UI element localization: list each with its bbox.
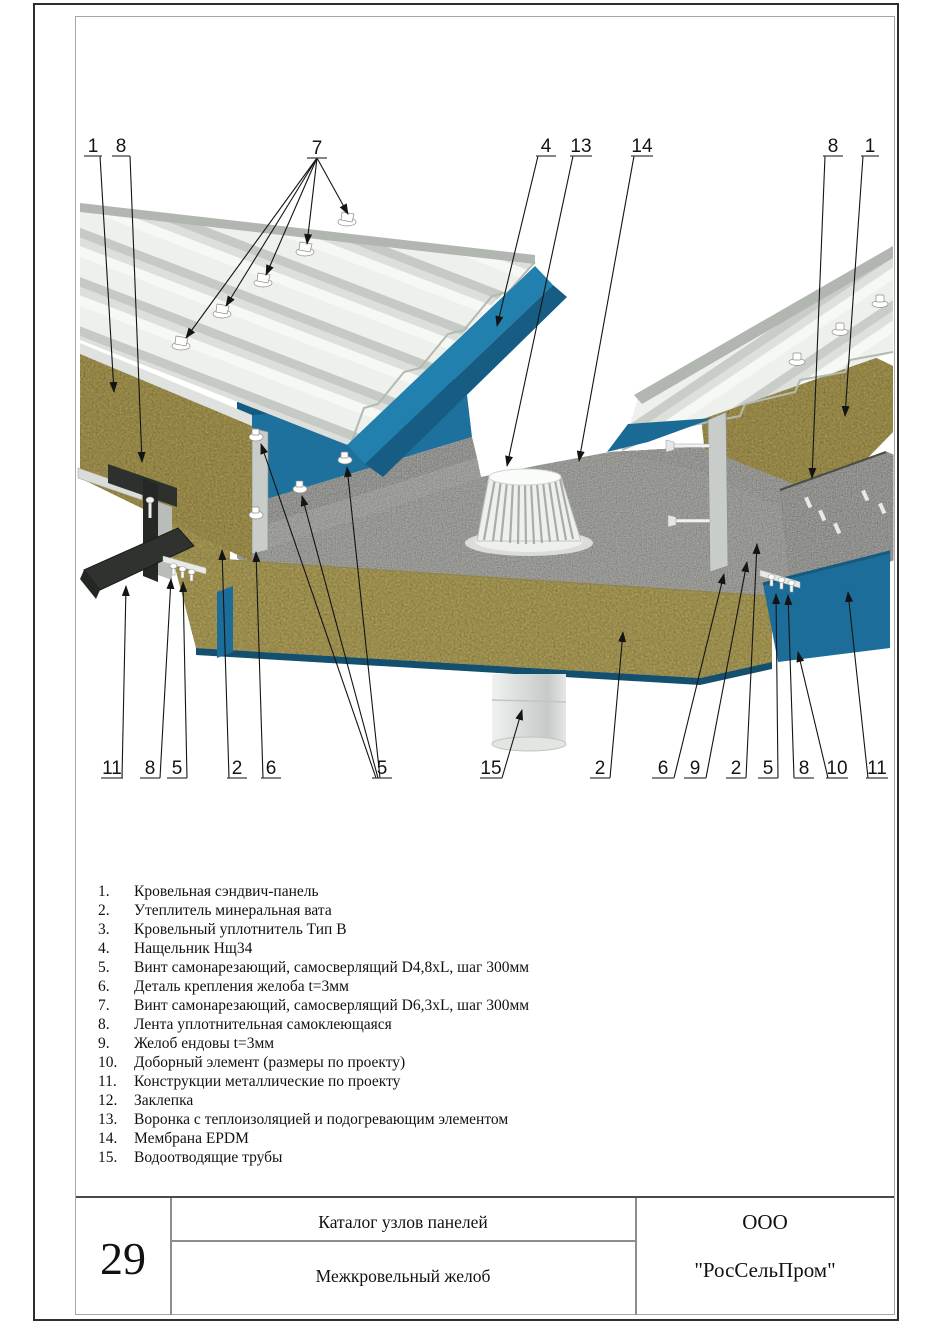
drain-pipe <box>492 674 566 751</box>
callout-8-bl: 8 <box>144 758 156 779</box>
legend-item-num: 1. <box>98 883 110 900</box>
legend-item-num: 5. <box>98 959 110 976</box>
legend-item-num: 10. <box>98 1054 118 1071</box>
legend-item-text: Заклепка <box>134 1092 194 1109</box>
legend-item <box>98 1148 658 1167</box>
callout-5-br: 5 <box>762 758 774 779</box>
legend-item <box>98 1072 658 1091</box>
legend-item <box>98 939 658 958</box>
callout-2-bl: 2 <box>231 758 243 779</box>
callout-6-bl: 6 <box>265 758 277 779</box>
legend-item-num: 12. <box>98 1092 118 1109</box>
callout-1-right: 1 <box>864 136 876 157</box>
callout-2-bm: 2 <box>594 758 606 779</box>
legend-item <box>98 1053 658 1072</box>
legend-item-num: 6. <box>98 978 110 995</box>
legend-item-num: 3. <box>98 921 110 938</box>
sheet-title: Межкровельный желоб <box>315 1266 491 1286</box>
callout-6-br: 6 <box>657 758 669 779</box>
callout-5-bl: 5 <box>171 758 183 779</box>
legend-item-text: Мембрана EPDM <box>134 1130 249 1147</box>
legend-item <box>98 1110 658 1129</box>
legend-item <box>98 882 658 901</box>
title-block-top-line <box>76 1196 894 1198</box>
legend-item-text: Утеплитель минеральная вата <box>134 902 332 919</box>
legend-item <box>98 977 658 996</box>
legend-item <box>98 901 658 920</box>
callout-2-br: 2 <box>730 758 742 779</box>
title-block-divider <box>171 1240 635 1242</box>
legend-item-text: Лента уплотнительная самоклеющаяся <box>134 1016 392 1033</box>
callout-14: 14 <box>631 136 653 157</box>
legend-item-text: Воронка с теплоизоляцией и подогревающим элементом <box>134 1111 509 1128</box>
legend-item-num: 11. <box>98 1073 117 1090</box>
legend-item-num: 13. <box>98 1111 118 1128</box>
catalog-title: Каталог узлов панелей <box>318 1212 488 1232</box>
callout-8-br: 8 <box>798 758 810 779</box>
legend-item-num: 14. <box>98 1130 118 1147</box>
legend-item-text: Нащельник Нщ34 <box>134 940 253 957</box>
legend-item-num: 2. <box>98 902 110 919</box>
company-name-line2: "РосСельПром" <box>694 1258 836 1282</box>
legend-item <box>98 996 658 1015</box>
company-name-line1: ООО <box>742 1210 788 1234</box>
callout-10: 10 <box>826 758 848 779</box>
legend-item-text: Конструкции металлические по проекту <box>134 1073 401 1090</box>
legend-item <box>98 1015 658 1034</box>
page-number: 29 <box>100 1233 146 1284</box>
legend-item-num: 7. <box>98 997 110 1014</box>
legend-item-text: Винт самонарезающий, самосверлящий D4,8хL, шаг 300мм <box>134 959 530 976</box>
legend-item-text: Винт самонарезающий, самосверлящий D6,3хL, шаг 300мм <box>134 997 530 1014</box>
parts-legend <box>98 882 658 1167</box>
legend-item-num: 4. <box>98 940 110 957</box>
legend-item <box>98 1129 658 1148</box>
callout-7: 7 <box>311 138 323 159</box>
callout-4: 4 <box>540 136 552 157</box>
callout-15: 15 <box>480 758 502 779</box>
legend-item <box>98 920 658 939</box>
legend-item-text: Кровельный уплотнитель Тип В <box>134 921 347 938</box>
callout-11-bl: 11 <box>102 758 122 779</box>
callout-8-right: 8 <box>827 136 839 157</box>
legend-item <box>98 1034 658 1053</box>
callout-1-left: 1 <box>87 136 99 157</box>
legend-item-text: Желоб ендовы t=3мм <box>134 1035 275 1052</box>
callout-8-left: 8 <box>115 136 127 157</box>
legend-item-text: Деталь крепления желоба t=3мм <box>134 978 349 995</box>
legend-item-num: 9. <box>98 1035 110 1052</box>
legend-item-text: Кровельная сэндвич-панель <box>134 883 319 900</box>
legend-item-num: 8. <box>98 1016 110 1033</box>
legend-item-text: Доборный элемент (размеры по проекту) <box>134 1054 406 1071</box>
legend-item-num: 15. <box>98 1149 118 1166</box>
legend-item <box>98 1091 658 1110</box>
callout-13: 13 <box>570 136 592 157</box>
callout-5-bm: 5 <box>376 758 388 779</box>
callout-11-br: 11 <box>867 758 887 779</box>
callout-9: 9 <box>689 758 701 779</box>
legend-item-text: Водоотводящие трубы <box>134 1149 283 1166</box>
legend-item <box>98 958 658 977</box>
